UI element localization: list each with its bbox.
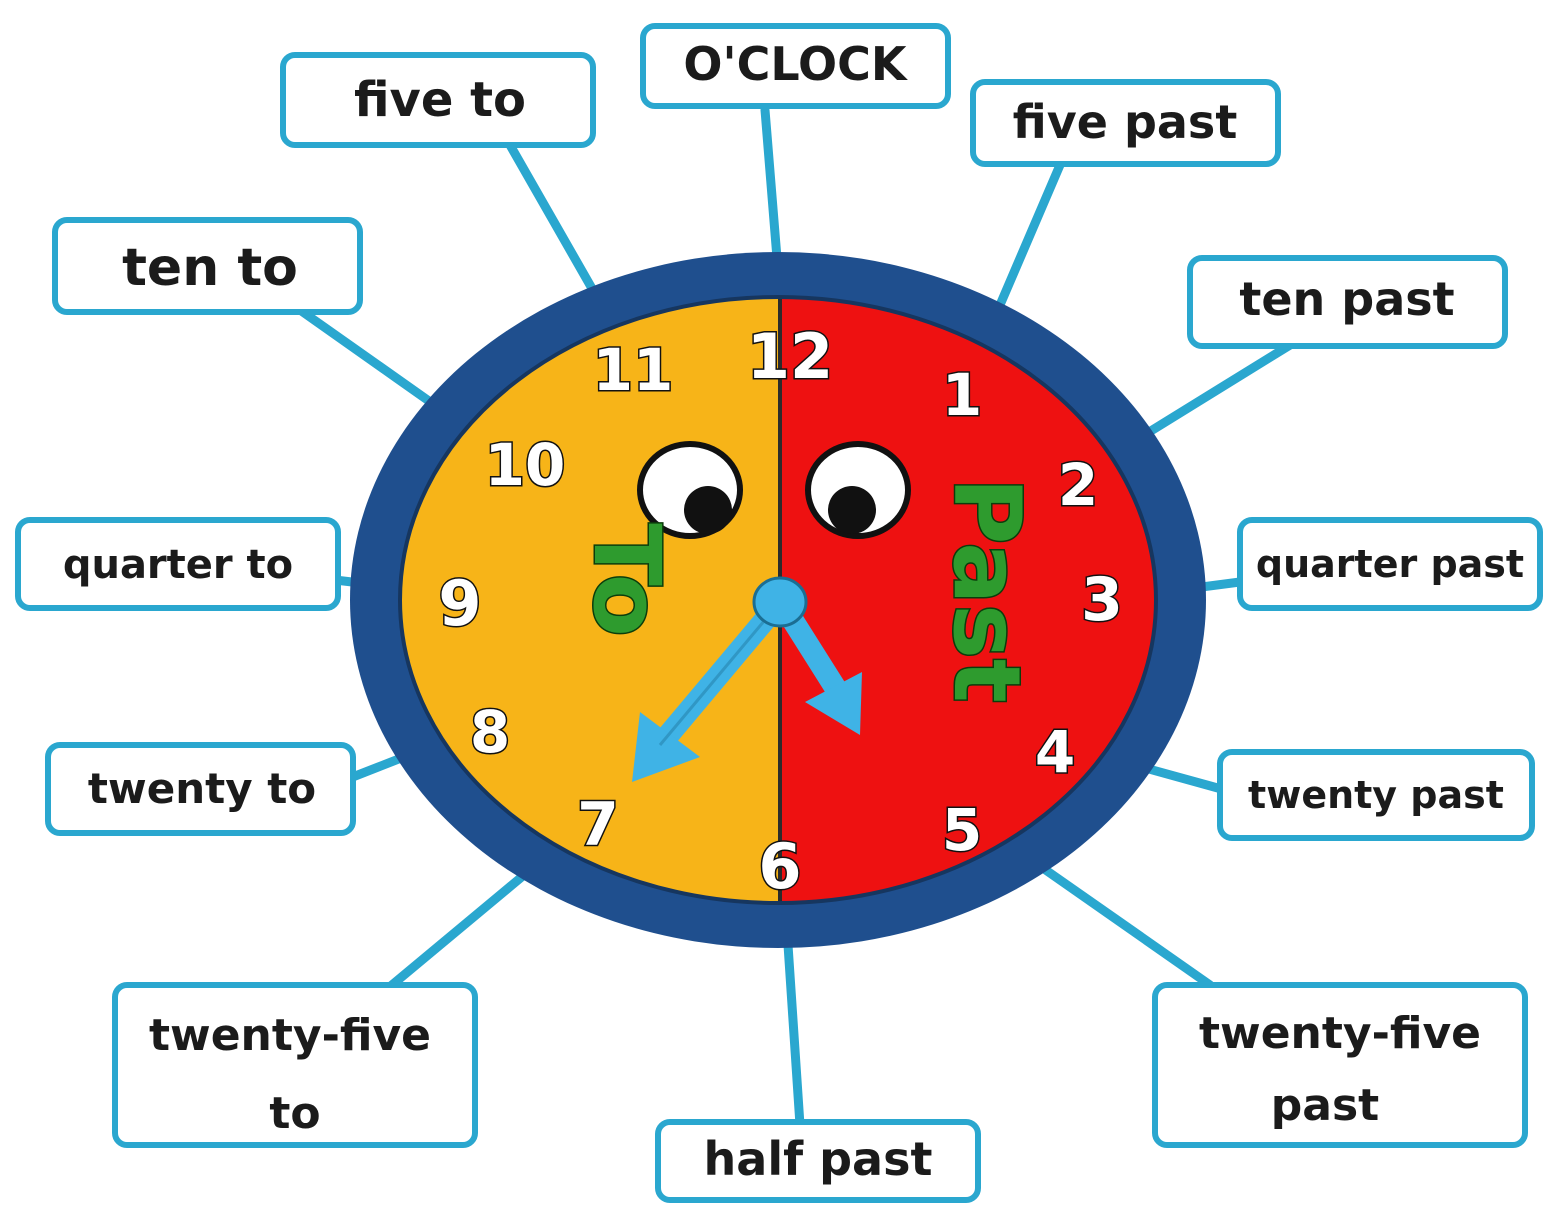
past-word: Past [933, 477, 1040, 703]
number-8: 8 [469, 698, 511, 766]
callout-half-past-text: half past [703, 1132, 933, 1186]
callout-twenty-to-text: twenty to [87, 764, 317, 813]
callout-quarter-past-text: quarter past [1255, 542, 1525, 586]
callout-twenty-five-past-line1: twenty-five [1199, 1008, 1481, 1059]
number-1: 1 [941, 361, 983, 429]
number-2: 2 [1057, 451, 1099, 519]
callout-twenty-past [1220, 752, 1532, 838]
callout-twenty-past-text: twenty past [1248, 773, 1504, 817]
callout-ten-past [1190, 258, 1505, 346]
number-5: 5 [941, 796, 983, 864]
callout-ten-to-text: ten to [122, 238, 298, 298]
callout-quarter-to-text: quarter to [62, 542, 294, 588]
callout-oclock [643, 26, 948, 106]
number-11: 11 [592, 336, 674, 404]
callout-twenty-five-past-line2: past [1270, 1080, 1380, 1131]
left-pupil [684, 486, 732, 534]
callout-quarter-to [18, 520, 338, 608]
callout-five-past [973, 82, 1278, 164]
to-word: To [573, 523, 680, 637]
right-pupil [828, 486, 876, 534]
callout-five-past-text: five past [1012, 95, 1238, 149]
number-12: 12 [746, 320, 834, 393]
number-7: 7 [577, 790, 619, 860]
callout-twenty-five-to [115, 985, 475, 1145]
number-10: 10 [484, 431, 566, 499]
number-4: 4 [1034, 718, 1076, 786]
number-3: 3 [1081, 565, 1123, 635]
callout-twenty-five-to-line1: twenty-five [149, 1010, 431, 1061]
callout-half-past [658, 1122, 978, 1200]
callout-ten-to [55, 220, 360, 312]
number-6: 6 [758, 830, 802, 903]
center-pin [754, 578, 806, 626]
callout-quarter-past [1240, 520, 1540, 608]
callout-twenty-five-past [1155, 985, 1525, 1145]
callout-twenty-five-to-line2: to [269, 1088, 321, 1139]
callout-five-to [283, 55, 593, 145]
callout-oclock-text: O'CLOCK [683, 37, 907, 91]
callout-twenty-to [48, 745, 353, 833]
callout-five-to-text: five to [353, 72, 527, 128]
number-9: 9 [438, 567, 482, 640]
callout-ten-past-text: ten past [1239, 272, 1455, 326]
